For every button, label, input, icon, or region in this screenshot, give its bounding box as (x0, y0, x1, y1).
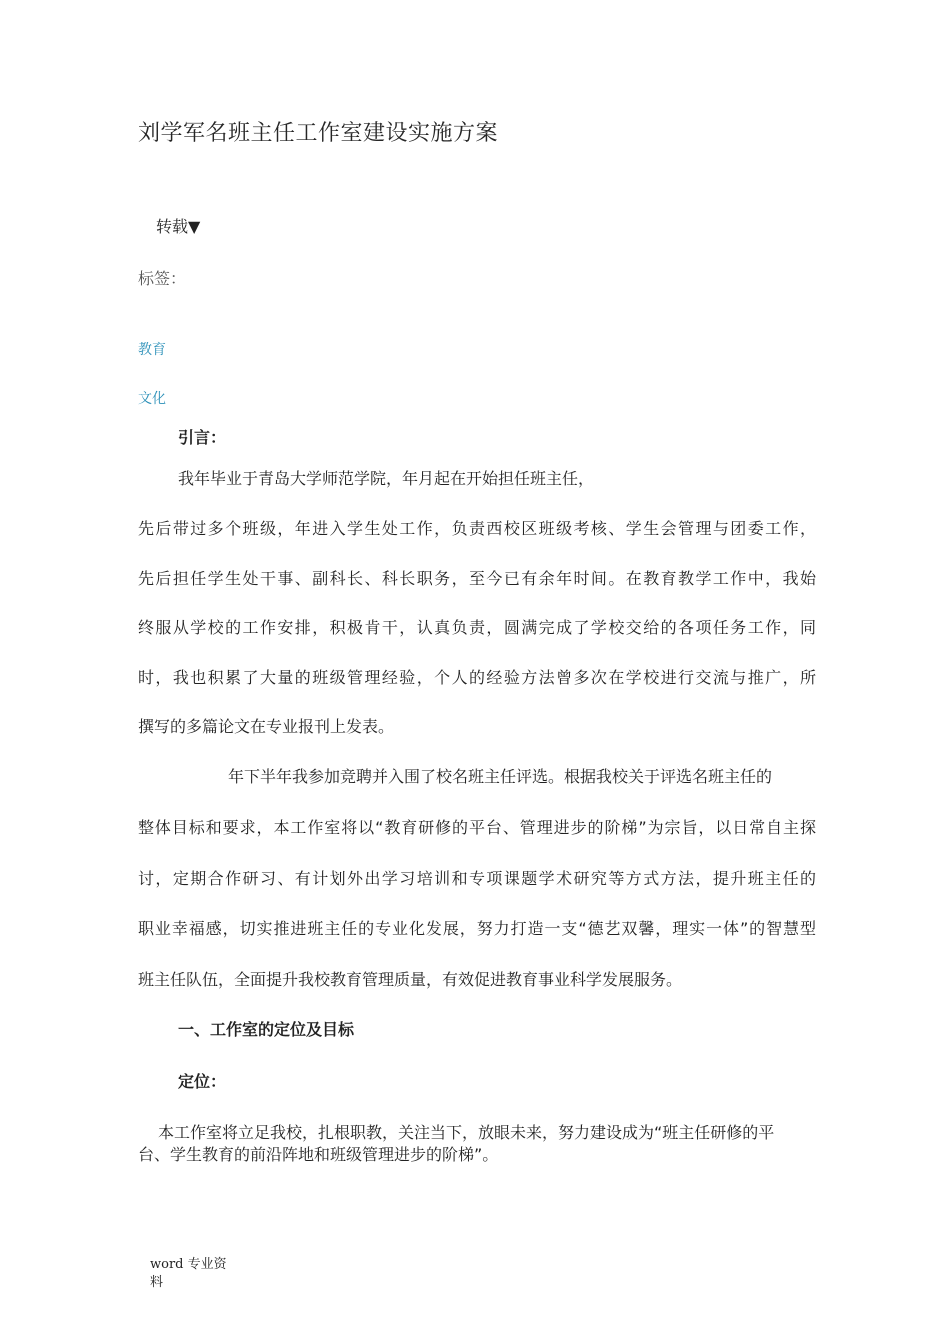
para2-line: 讨，定期合作研习、有计划外出学习培训和专项课题学术研究等方式方法，提升班主任的 (138, 869, 816, 888)
position-heading: 定位： (178, 1072, 227, 1091)
page-title: 刘学军名班主任工作室建设实施方案 (138, 121, 499, 146)
position-line: 台、学生教育的前沿阵地和班级管理进步的阶梯”。 (138, 1145, 499, 1164)
intro-heading: 引言： (178, 428, 227, 447)
position-line: 本工作室将立足我校，扎根职教，关注当下，放眼未来，努力建设成为“班主任研修的平 (158, 1123, 775, 1142)
para2-line: 年下半年我参加竞聘并入围了校名班主任评选。根据我校关于评选名班主任的 (228, 767, 773, 786)
intro-line: 时，我也积累了大量的班级管理经验，个人的经验方法曾多次在学校进行交流与推广，所 (138, 668, 816, 687)
para2-line: 职业幸福感，切实推进班主任的专业化发展，努力打造一支“德艺双馨，理实一体”的智慧型 (138, 919, 816, 938)
intro-line: 我年毕业于青岛大学师范学院，年月起在开始担任班主任， (178, 469, 595, 488)
tag-link-culture[interactable]: 文化 (138, 391, 166, 407)
tags-label: 标签： (138, 269, 187, 288)
para2-line: 班主任队伍，全面提升我校教育管理质量，有效促进教育事业科学发展服务。 (138, 970, 683, 989)
intro-line: 撰写的多篇论文在专业报刊上发表。 (138, 717, 395, 736)
intro-line: 终服从学校的工作安排，积极肯干，认真负责，圆满完成了学校交给的各项任务工作，同 (138, 618, 816, 637)
tag-link-education[interactable]: 教育 (138, 342, 166, 358)
repost-toggle[interactable]: 转载▼ (156, 217, 201, 236)
intro-line: 先后担任学生处干事、副科长、科长职务，至今已有余年时间。在教育教学工作中，我始 (138, 569, 816, 588)
page-footer: word 专业资料 (150, 1257, 227, 1290)
section-heading: 一、工作室的定位及目标 (178, 1020, 355, 1039)
intro-line: 先后带过多个班级，年进入学生处工作，负责西校区班级考核、学生会管理与团委工作， (138, 519, 816, 538)
para2-line: 整体目标和要求，本工作室将以“教育研修的平台、管理进步的阶梯”为宗旨，以日常自主探 (138, 818, 816, 837)
